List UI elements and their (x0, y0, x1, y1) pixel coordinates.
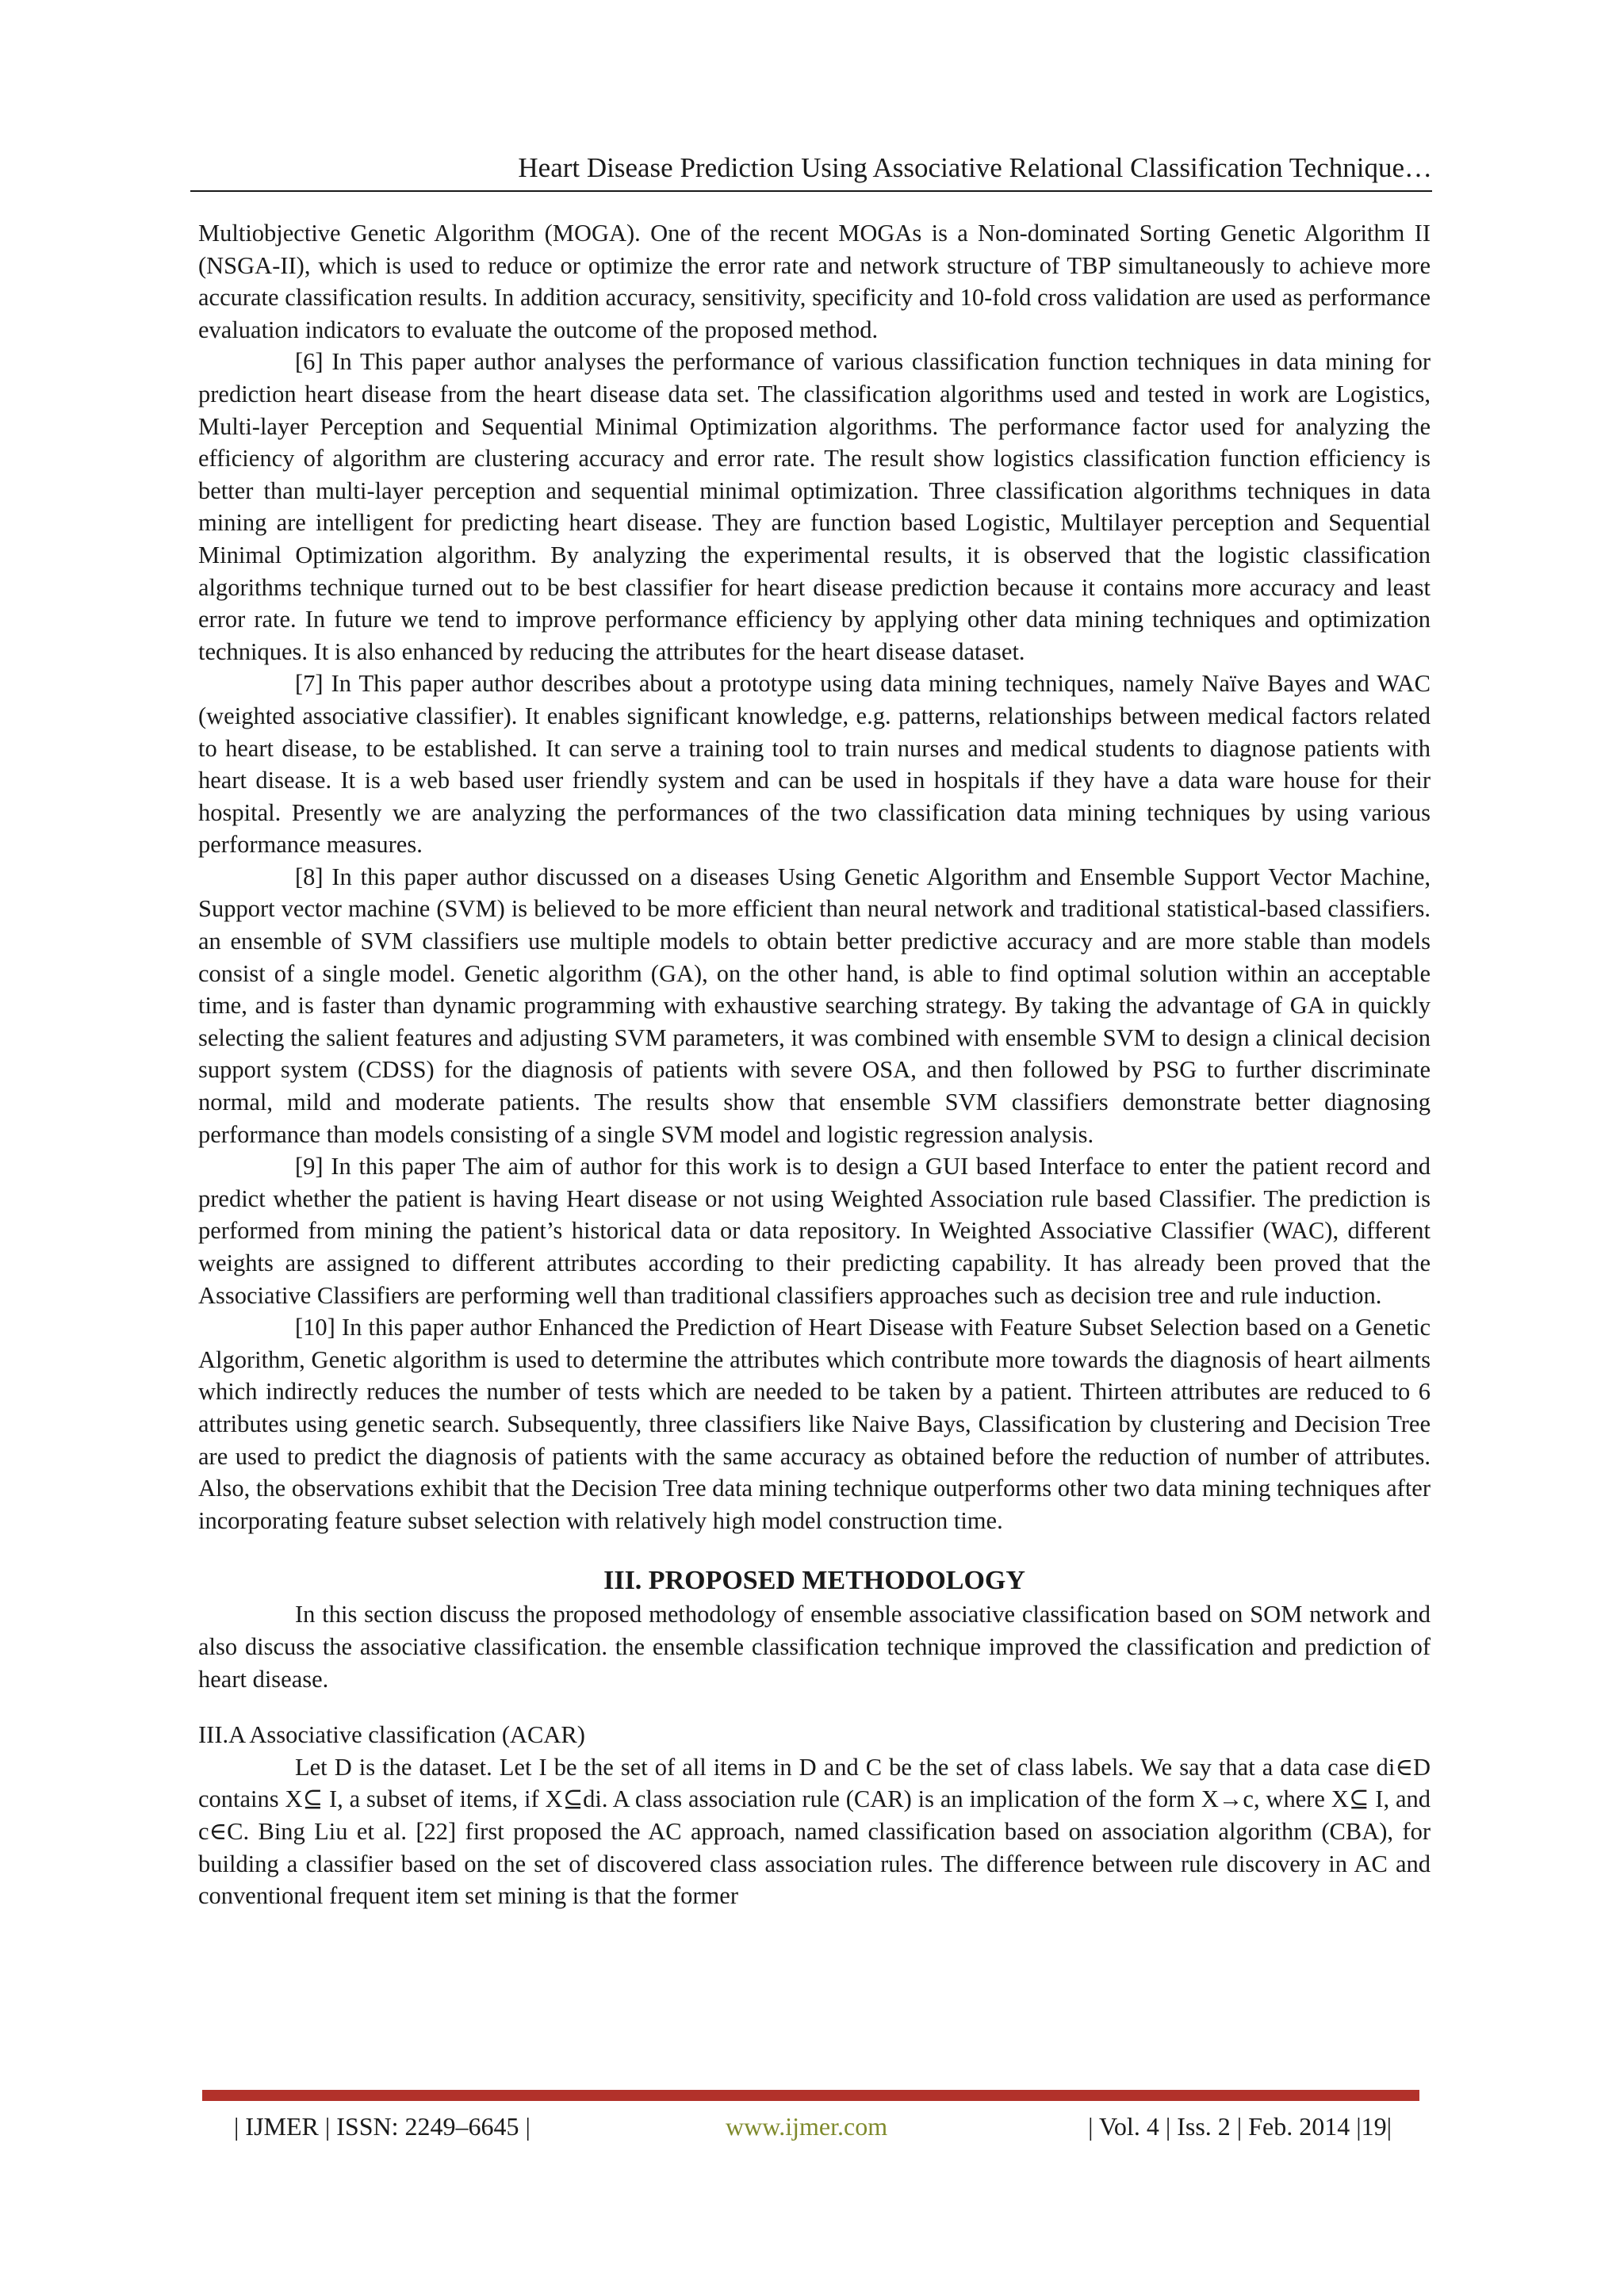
section-heading: III. PROPOSED METHODOLOGY (603, 1566, 1025, 1596)
running-header: Heart Disease Prediction Using Associative Relational Classification Technique… (518, 152, 1432, 183)
footer (234, 2109, 1392, 2144)
paragraph-ref-6: [6] In This paper author analyses the performance of various classification function techniques in data mining for prediction heart disease from the heart disease data set. The classification algorithms used and tested in work are Logistics, Multi-layer Perception and Sequential Minimal Optimization algorithms. The performance factor used for analyzing the efficiency of algorithm are clustering accuracy and error rate. The result show logistics classification function efficiency is better than multi-layer perception and sequential minimal optimization. Three classification algorithms techniques in data mining are intelligent for predicting heart disease. They are function based Logistic, Multilayer perception and Sequential Minimal Optimization algorithm. By analyzing the experimental results, it is observed that the logistic classification algorithms technique turned out to be best classifier for heart disease prediction because it contains more accuracy and least error rate. In future we tend to improve performance efficiency by applying other data mining techniques and optimization techniques. It is also enhanced by reducing the attributes for the heart disease dataset. (198, 348, 1431, 665)
paragraph-moga: Multiobjective Genetic Algorithm (MOGA). One of the recent MOGAs is a Non-dominated Sorting Genetic Algorithm II (NSGA-II), which is used to reduce or optimize the error rate and network structure of TBP simultaneously to achieve more accurate classification results. In addition accuracy, sensitivity, specificity and 10-fold cross validation are used as performance evaluation indicators to evaluate the outcome of the proposed method. (198, 220, 1431, 343)
footer-volume-info: | Vol. 4 | Iss. 2 | Feb. 2014 |19| (1088, 2112, 1392, 2141)
header-rule (190, 190, 1432, 192)
section-intro: In this section discuss the proposed methodology of ensemble associative classification based on SOM network and also discuss the associative classification. the ensemble classification technique improved the classification and prediction of heart disease. (198, 1601, 1431, 1693)
paragraph-ref-7: [7] In This paper author describes about a prototype using data mining techniques, namely Naïve Bayes and WAC (weighted associative classifier). It enables significant knowledge, e.g. patterns, relationships between medical factors related to heart disease, to be established. It can serve a training tool to train nurses and medical students to diagnose patients with heart disease. It is a web based user friendly system and can be used in hospitals if they have a data ware house for their hospital. Presently we are analyzing the performances of the two classification data mining techniques by using various performance measures. (198, 670, 1431, 859)
subsection-paragraph: Let D is the dataset. Let I be the set of all items in D and C be the set of class labels. We say that a data case di∈D contains X⊆ I, a subset of items, if X⊆di. A class association rule (CAR) is an implication of the form X→c, where X⊆ I, and c∈C. Bing Liu et al. [22] first proposed the AC approach, named classification based on association algorithm (CBA), for building a classifier based on the set of discovered class association rules. The difference between rule discovery in AC and conventional frequent item set mining is that the former (198, 1753, 1431, 1910)
footer-website-link[interactable]: www.ijmer.com (726, 2112, 888, 2141)
paragraph-ref-10: [10] In this paper author Enhanced the Prediction of Heart Disease with Feature Subset Selection based on a Genetic Algorithm, Genetic algorithm is used to determine the attributes which contribute more towards the diagnosis of heart ailments which indirectly reduces the number of tests which are needed to be taken by a patient. Thirteen attributes are reduced to 6 attributes using genetic search. Subsequently, three classifiers like Naive Bays, Classification by clustering and Decision Tree are used to predict the diagnosis of patients with the same accuracy as obtained before the reduction of number of attributes. Also, the observations exhibit that the Decision Tree data mining technique outperforms other two data mining techniques after incorporating feature subset selection with relatively high model construction time. (198, 1314, 1431, 1534)
footer-bar (202, 2090, 1419, 2101)
footer-journal-info: | IJMER | ISSN: 2249–6645 | (234, 2112, 530, 2141)
paragraph-ref-8: [8] In this paper author discussed on a diseases Using Genetic Algorithm and Ensemble Support Vector Machine, Support vector machine (SVM) is believed to be more efficient than neural network and traditional statistical-based classifiers. an ensemble of SVM classifiers use multiple models to obtain better predictive accuracy and are more stable than models consist of a single model. Genetic algorithm (GA), on the other hand, is able to find optimal solution within an acceptable time, and is faster than dynamic programming with exhaustive searching strategy. By taking the advantage of GA in quickly selecting the salient features and adjusting SVM parameters, it was combined with ensemble SVM to design a clinical decision support system (CDSS) for the diagnosis of patients with severe OSA, and then followed by PSG to further discriminate normal, mild and moderate patients. The results show that ensemble SVM classifiers demonstrate better diagnosing performance than models consisting of a single SVM model and logistic regression analysis. (198, 863, 1431, 1148)
subsection-heading: III.A Associative classification (ACAR) (198, 1721, 585, 1749)
page-body (198, 217, 1431, 1912)
paragraph-ref-9: [9] In this paper The aim of author for this work is to design a GUI based Interface to enter the patient record and predict whether the patient is having Heart disease or not using Weighted Association rule based Classifier. The prediction is performed from mining the patient’s historical data or data repository. In Weighted Associative Classifier (WAC), different weights are assigned to different attributes according to their predicting capability. It has already been proved that the Associative Classifiers are performing well than traditional classifiers approaches such as decision tree and rule induction. (198, 1153, 1431, 1309)
